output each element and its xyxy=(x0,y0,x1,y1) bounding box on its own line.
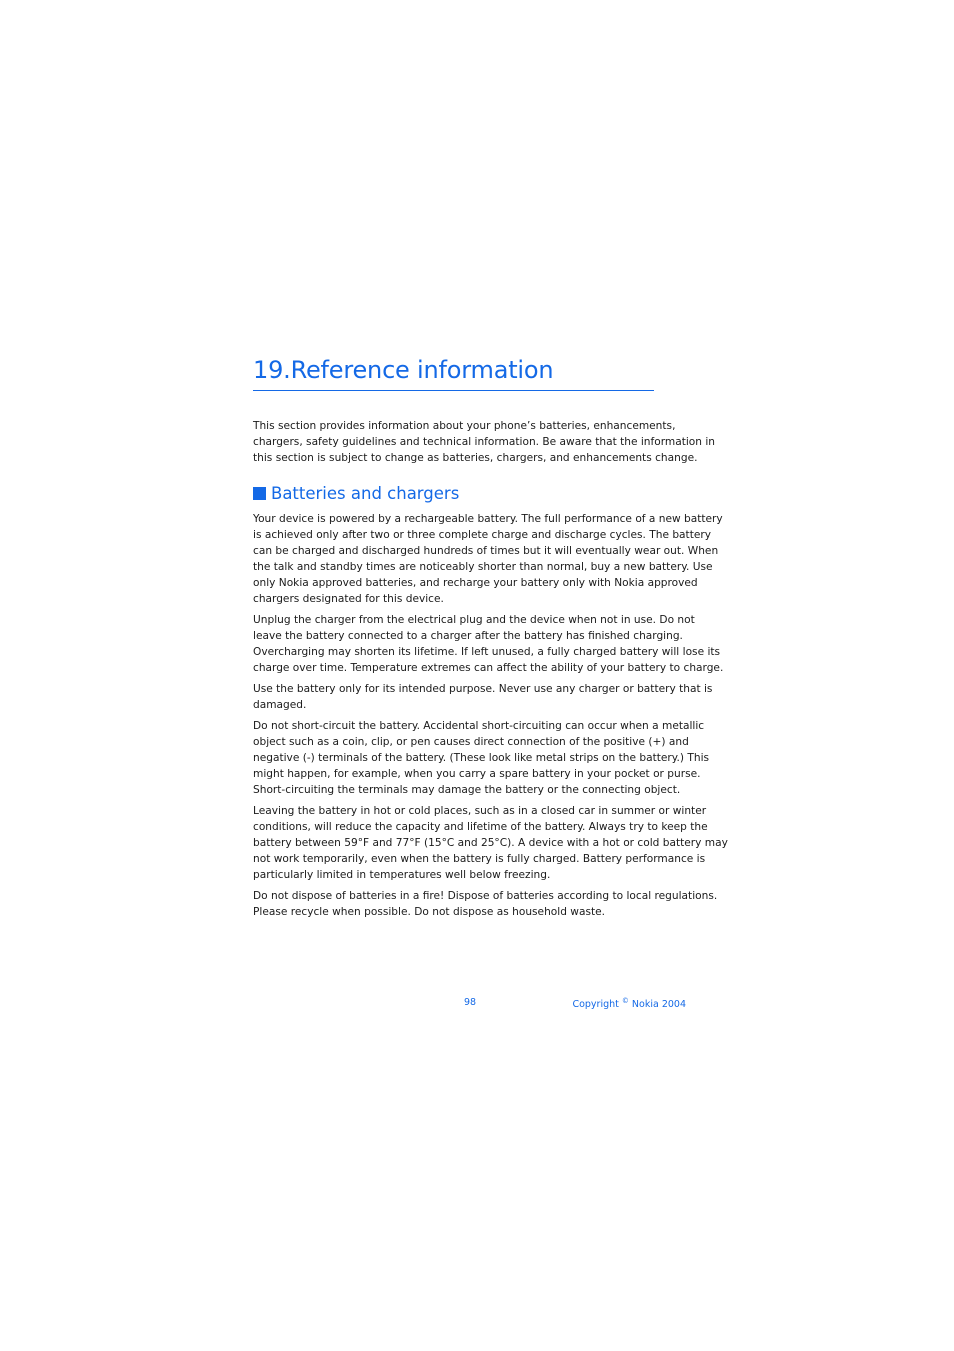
section-body xyxy=(253,511,728,925)
body-line: might happen, for example, when you carry a spare battery in your pocket or purse. xyxy=(253,768,701,780)
body-line: particularly limited in temperatures well below freezing. xyxy=(253,869,551,881)
body-line: Leaving the battery in hot or cold places, such as in a closed car in summer or winter xyxy=(253,805,707,817)
body-line: Do not dispose of batteries in a fire! Dispose of batteries according to local regulations. xyxy=(253,890,718,902)
body-line: damaged. xyxy=(253,699,307,711)
body-paragraph xyxy=(253,718,710,798)
body-line: leave the battery connected to a charger after the battery has finished charging. xyxy=(253,630,683,642)
page-number: 98 xyxy=(464,997,477,1008)
intro-line: chargers, safety guidelines and technical information. Be aware that the information in xyxy=(253,436,716,448)
intro-line: this section is subject to change as batteries, chargers, and enhancements change. xyxy=(253,452,698,464)
body-line: object such as a coin, clip, or pen causes direct connection of the positive (+) and xyxy=(253,736,689,748)
body-paragraph xyxy=(253,612,724,676)
body-paragraph xyxy=(253,803,728,883)
body-paragraph xyxy=(253,888,718,920)
body-line: Short-circuiting the terminals may damage the battery or the connecting object. xyxy=(253,784,681,796)
body-line: the talk and standby times are noticeably shorter than normal, buy a new battery. Use xyxy=(253,561,713,573)
chapter-title: 19.Reference information xyxy=(253,356,554,384)
body-line: Unplug the charger from the electrical plug and the device when not in use. Do not xyxy=(253,614,695,626)
body-line: Use the battery only for its intended purpose. Never use any charger or battery that is xyxy=(253,683,713,695)
body-line: negative (-) terminals of the battery. (These look like metal strips on the battery.) This xyxy=(253,752,710,764)
body-line: Do not short-circuit the battery. Accidental short-circuiting can occur when a metallic xyxy=(253,720,705,732)
copyright-symbol: © xyxy=(621,997,629,1005)
body-line: Your device is powered by a rechargeable battery. The full performance of a new battery xyxy=(253,513,723,525)
body-line: not work temporarily, even when the battery is fully charged. Battery performance is xyxy=(253,853,706,865)
body-paragraph xyxy=(253,511,723,607)
section-heading-label: Batteries and chargers xyxy=(271,484,460,503)
chapter-title-underline xyxy=(253,390,654,391)
square-bullet-icon xyxy=(253,487,266,500)
copyright-prefix: Copyright xyxy=(572,999,619,1011)
body-line: only Nokia approved batteries, and recharge your battery only with Nokia approved xyxy=(253,577,698,589)
copyright-notice xyxy=(572,997,686,1010)
body-line: is achieved only after two or three complete charge and discharge cycles. The battery xyxy=(253,529,711,541)
body-line: charge over time. Temperature extremes can affect the ability of your battery to charge. xyxy=(253,662,724,674)
intro-line: This section provides information about your phone’s batteries, enhancements, xyxy=(253,420,676,432)
body-line: can be charged and discharged hundreds of times but it will eventually wear out. When xyxy=(253,545,719,557)
intro-paragraph xyxy=(253,418,716,466)
body-line: chargers designated for this device. xyxy=(253,593,444,605)
copyright-suffix: Nokia 2004 xyxy=(631,999,686,1011)
body-paragraph xyxy=(253,681,713,713)
body-line: battery between 59°F and 77°F (15°C and 25°C). A device with a hot or cold battery may xyxy=(253,837,728,849)
body-line: Please recycle when possible. Do not dispose as household waste. xyxy=(253,906,606,918)
body-line: Overcharging may shorten its lifetime. If left unused, a fully charged battery will lose its xyxy=(253,646,721,658)
section-heading-batteries xyxy=(253,484,459,503)
body-line: conditions, will reduce the capacity and lifetime of the battery. Always try to keep the xyxy=(253,821,708,833)
